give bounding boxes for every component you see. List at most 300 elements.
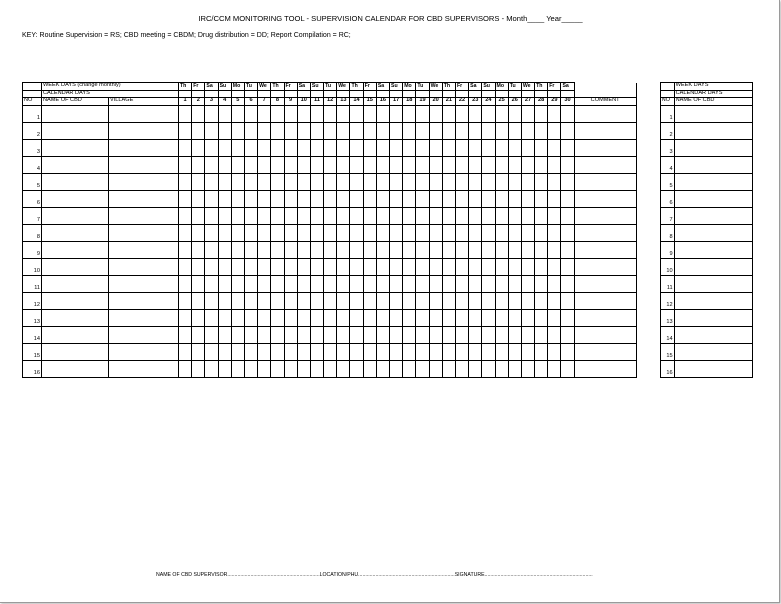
day-cell[interactable]	[258, 275, 271, 292]
day-cell[interactable]	[482, 224, 495, 241]
day-cell[interactable]	[442, 105, 455, 122]
day-cell[interactable]	[192, 275, 205, 292]
day-cell[interactable]	[442, 207, 455, 224]
day-cell[interactable]	[416, 139, 429, 156]
day-cell[interactable]	[482, 292, 495, 309]
day-cell[interactable]	[403, 292, 416, 309]
day-cell[interactable]	[535, 258, 548, 275]
day-cell[interactable]	[469, 224, 482, 241]
day-cell[interactable]	[403, 224, 416, 241]
day-cell[interactable]	[561, 258, 574, 275]
day-cell[interactable]	[535, 326, 548, 343]
day-cell[interactable]	[179, 292, 192, 309]
day-cell[interactable]	[231, 343, 244, 360]
name-of-cbd-cell[interactable]	[42, 190, 109, 207]
day-cell[interactable]	[482, 139, 495, 156]
day-cell[interactable]	[429, 139, 442, 156]
day-cell[interactable]	[442, 258, 455, 275]
day-cell[interactable]	[297, 326, 310, 343]
day-cell[interactable]	[231, 156, 244, 173]
day-cell[interactable]	[231, 258, 244, 275]
day-cell[interactable]	[429, 207, 442, 224]
day-cell[interactable]	[205, 224, 218, 241]
day-cell[interactable]	[535, 190, 548, 207]
day-cell[interactable]	[218, 258, 231, 275]
day-cell[interactable]	[442, 156, 455, 173]
day-cell[interactable]	[548, 360, 561, 377]
day-cell[interactable]	[469, 241, 482, 258]
name-of-cbd-cell[interactable]	[42, 292, 109, 309]
day-cell[interactable]	[442, 360, 455, 377]
day-cell[interactable]	[310, 173, 323, 190]
day-cell[interactable]	[258, 326, 271, 343]
day-cell[interactable]	[258, 156, 271, 173]
day-cell[interactable]	[363, 343, 376, 360]
right-name-of-cbd-cell[interactable]	[674, 241, 752, 258]
right-name-of-cbd-cell[interactable]	[674, 173, 752, 190]
day-cell[interactable]	[284, 122, 297, 139]
day-cell[interactable]	[521, 207, 534, 224]
day-cell[interactable]	[482, 122, 495, 139]
comment-cell[interactable]	[574, 343, 636, 360]
day-cell[interactable]	[390, 326, 403, 343]
day-cell[interactable]	[271, 292, 284, 309]
day-cell[interactable]	[521, 139, 534, 156]
comment-cell[interactable]	[574, 173, 636, 190]
day-cell[interactable]	[508, 173, 521, 190]
day-cell[interactable]	[376, 139, 389, 156]
day-cell[interactable]	[482, 207, 495, 224]
day-cell[interactable]	[297, 309, 310, 326]
day-cell[interactable]	[271, 224, 284, 241]
comment-cell[interactable]	[574, 275, 636, 292]
day-cell[interactable]	[469, 360, 482, 377]
day-cell[interactable]	[403, 156, 416, 173]
name-of-cbd-cell[interactable]	[42, 207, 109, 224]
day-cell[interactable]	[416, 207, 429, 224]
day-cell[interactable]	[350, 173, 363, 190]
day-cell[interactable]	[455, 173, 468, 190]
day-cell[interactable]	[192, 326, 205, 343]
day-cell[interactable]	[205, 309, 218, 326]
day-cell[interactable]	[521, 122, 534, 139]
day-cell[interactable]	[390, 275, 403, 292]
day-cell[interactable]	[218, 309, 231, 326]
day-cell[interactable]	[179, 156, 192, 173]
day-cell[interactable]	[495, 224, 508, 241]
day-cell[interactable]	[455, 309, 468, 326]
day-cell[interactable]	[455, 190, 468, 207]
day-cell[interactable]	[297, 190, 310, 207]
day-cell[interactable]	[337, 105, 350, 122]
day-cell[interactable]	[350, 122, 363, 139]
day-cell[interactable]	[297, 241, 310, 258]
day-cell[interactable]	[376, 105, 389, 122]
day-cell[interactable]	[521, 156, 534, 173]
village-cell[interactable]	[109, 275, 179, 292]
day-cell[interactable]	[469, 258, 482, 275]
right-name-of-cbd-cell[interactable]	[674, 122, 752, 139]
day-cell[interactable]	[390, 241, 403, 258]
day-cell[interactable]	[244, 207, 257, 224]
village-cell[interactable]	[109, 173, 179, 190]
day-cell[interactable]	[337, 156, 350, 173]
day-cell[interactable]	[218, 139, 231, 156]
day-cell[interactable]	[390, 139, 403, 156]
day-cell[interactable]	[442, 326, 455, 343]
day-cell[interactable]	[271, 241, 284, 258]
day-cell[interactable]	[376, 190, 389, 207]
day-cell[interactable]	[482, 326, 495, 343]
day-cell[interactable]	[231, 309, 244, 326]
day-cell[interactable]	[363, 139, 376, 156]
day-cell[interactable]	[521, 326, 534, 343]
day-cell[interactable]	[337, 258, 350, 275]
day-cell[interactable]	[284, 105, 297, 122]
day-cell[interactable]	[231, 360, 244, 377]
day-cell[interactable]	[284, 173, 297, 190]
day-cell[interactable]	[218, 122, 231, 139]
day-cell[interactable]	[231, 173, 244, 190]
name-of-cbd-cell[interactable]	[42, 122, 109, 139]
day-cell[interactable]	[495, 292, 508, 309]
day-cell[interactable]	[218, 190, 231, 207]
day-cell[interactable]	[205, 122, 218, 139]
day-cell[interactable]	[310, 156, 323, 173]
day-cell[interactable]	[535, 156, 548, 173]
day-cell[interactable]	[376, 224, 389, 241]
day-cell[interactable]	[508, 292, 521, 309]
day-cell[interactable]	[350, 326, 363, 343]
day-cell[interactable]	[258, 224, 271, 241]
day-cell[interactable]	[363, 275, 376, 292]
day-cell[interactable]	[403, 258, 416, 275]
day-cell[interactable]	[535, 207, 548, 224]
day-cell[interactable]	[324, 343, 337, 360]
day-cell[interactable]	[271, 326, 284, 343]
day-cell[interactable]	[205, 292, 218, 309]
day-cell[interactable]	[455, 139, 468, 156]
day-cell[interactable]	[258, 139, 271, 156]
day-cell[interactable]	[429, 258, 442, 275]
day-cell[interactable]	[469, 190, 482, 207]
day-cell[interactable]	[469, 309, 482, 326]
village-cell[interactable]	[109, 122, 179, 139]
comment-cell[interactable]	[574, 241, 636, 258]
day-cell[interactable]	[363, 190, 376, 207]
day-cell[interactable]	[390, 343, 403, 360]
day-cell[interactable]	[179, 139, 192, 156]
day-cell[interactable]	[284, 360, 297, 377]
day-cell[interactable]	[337, 275, 350, 292]
day-cell[interactable]	[403, 309, 416, 326]
day-cell[interactable]	[495, 360, 508, 377]
day-cell[interactable]	[284, 292, 297, 309]
day-cell[interactable]	[390, 156, 403, 173]
day-cell[interactable]	[218, 326, 231, 343]
day-cell[interactable]	[205, 207, 218, 224]
day-cell[interactable]	[271, 207, 284, 224]
name-of-cbd-cell[interactable]	[42, 275, 109, 292]
day-cell[interactable]	[376, 173, 389, 190]
day-cell[interactable]	[310, 258, 323, 275]
day-cell[interactable]	[258, 122, 271, 139]
day-cell[interactable]	[403, 122, 416, 139]
day-cell[interactable]	[244, 309, 257, 326]
day-cell[interactable]	[535, 105, 548, 122]
day-cell[interactable]	[495, 343, 508, 360]
day-cell[interactable]	[350, 360, 363, 377]
day-cell[interactable]	[363, 292, 376, 309]
day-cell[interactable]	[376, 258, 389, 275]
village-cell[interactable]	[109, 105, 179, 122]
village-cell[interactable]	[109, 190, 179, 207]
village-cell[interactable]	[109, 309, 179, 326]
comment-cell[interactable]	[574, 122, 636, 139]
day-cell[interactable]	[416, 173, 429, 190]
village-cell[interactable]	[109, 207, 179, 224]
day-cell[interactable]	[508, 190, 521, 207]
day-cell[interactable]	[218, 275, 231, 292]
day-cell[interactable]	[403, 360, 416, 377]
day-cell[interactable]	[350, 292, 363, 309]
day-cell[interactable]	[508, 241, 521, 258]
day-cell[interactable]	[244, 105, 257, 122]
day-cell[interactable]	[192, 360, 205, 377]
day-cell[interactable]	[205, 156, 218, 173]
day-cell[interactable]	[284, 190, 297, 207]
comment-cell[interactable]	[574, 207, 636, 224]
day-cell[interactable]	[429, 275, 442, 292]
day-cell[interactable]	[192, 241, 205, 258]
day-cell[interactable]	[192, 207, 205, 224]
day-cell[interactable]	[244, 122, 257, 139]
day-cell[interactable]	[535, 139, 548, 156]
day-cell[interactable]	[376, 309, 389, 326]
day-cell[interactable]	[350, 224, 363, 241]
day-cell[interactable]	[350, 207, 363, 224]
day-cell[interactable]	[508, 309, 521, 326]
day-cell[interactable]	[561, 173, 574, 190]
day-cell[interactable]	[455, 275, 468, 292]
day-cell[interactable]	[416, 156, 429, 173]
day-cell[interactable]	[561, 343, 574, 360]
day-cell[interactable]	[244, 241, 257, 258]
day-cell[interactable]	[231, 224, 244, 241]
day-cell[interactable]	[179, 326, 192, 343]
day-cell[interactable]	[521, 292, 534, 309]
day-cell[interactable]	[495, 156, 508, 173]
day-cell[interactable]	[403, 139, 416, 156]
day-cell[interactable]	[324, 156, 337, 173]
day-cell[interactable]	[429, 156, 442, 173]
day-cell[interactable]	[390, 190, 403, 207]
day-cell[interactable]	[337, 173, 350, 190]
right-name-of-cbd-cell[interactable]	[674, 292, 752, 309]
day-cell[interactable]	[548, 309, 561, 326]
day-cell[interactable]	[350, 190, 363, 207]
day-cell[interactable]	[376, 360, 389, 377]
village-cell[interactable]	[109, 241, 179, 258]
day-cell[interactable]	[284, 343, 297, 360]
day-cell[interactable]	[271, 190, 284, 207]
day-cell[interactable]	[521, 224, 534, 241]
day-cell[interactable]	[390, 105, 403, 122]
day-cell[interactable]	[324, 207, 337, 224]
comment-cell[interactable]	[574, 360, 636, 377]
day-cell[interactable]	[548, 190, 561, 207]
day-cell[interactable]	[376, 343, 389, 360]
day-cell[interactable]	[337, 360, 350, 377]
day-cell[interactable]	[416, 190, 429, 207]
day-cell[interactable]	[495, 309, 508, 326]
day-cell[interactable]	[442, 343, 455, 360]
right-name-of-cbd-cell[interactable]	[674, 105, 752, 122]
day-cell[interactable]	[482, 309, 495, 326]
right-name-of-cbd-cell[interactable]	[674, 258, 752, 275]
day-cell[interactable]	[469, 122, 482, 139]
day-cell[interactable]	[376, 275, 389, 292]
day-cell[interactable]	[403, 190, 416, 207]
day-cell[interactable]	[376, 156, 389, 173]
right-name-of-cbd-cell[interactable]	[674, 156, 752, 173]
day-cell[interactable]	[205, 190, 218, 207]
name-of-cbd-cell[interactable]	[42, 258, 109, 275]
day-cell[interactable]	[455, 224, 468, 241]
name-of-cbd-cell[interactable]	[42, 309, 109, 326]
day-cell[interactable]	[482, 241, 495, 258]
day-cell[interactable]	[337, 139, 350, 156]
day-cell[interactable]	[192, 122, 205, 139]
right-name-of-cbd-cell[interactable]	[674, 139, 752, 156]
day-cell[interactable]	[376, 207, 389, 224]
day-cell[interactable]	[416, 343, 429, 360]
day-cell[interactable]	[324, 309, 337, 326]
day-cell[interactable]	[363, 105, 376, 122]
day-cell[interactable]	[337, 207, 350, 224]
day-cell[interactable]	[324, 190, 337, 207]
day-cell[interactable]	[442, 275, 455, 292]
day-cell[interactable]	[205, 258, 218, 275]
day-cell[interactable]	[192, 292, 205, 309]
day-cell[interactable]	[508, 156, 521, 173]
day-cell[interactable]	[231, 326, 244, 343]
day-cell[interactable]	[218, 105, 231, 122]
day-cell[interactable]	[192, 139, 205, 156]
day-cell[interactable]	[455, 360, 468, 377]
day-cell[interactable]	[442, 190, 455, 207]
day-cell[interactable]	[390, 207, 403, 224]
name-of-cbd-cell[interactable]	[42, 156, 109, 173]
day-cell[interactable]	[231, 190, 244, 207]
day-cell[interactable]	[508, 360, 521, 377]
day-cell[interactable]	[548, 207, 561, 224]
day-cell[interactable]	[429, 343, 442, 360]
day-cell[interactable]	[548, 258, 561, 275]
day-cell[interactable]	[244, 343, 257, 360]
comment-cell[interactable]	[574, 190, 636, 207]
day-cell[interactable]	[429, 309, 442, 326]
day-cell[interactable]	[561, 224, 574, 241]
day-cell[interactable]	[324, 258, 337, 275]
day-cell[interactable]	[363, 309, 376, 326]
day-cell[interactable]	[495, 105, 508, 122]
right-name-of-cbd-cell[interactable]	[674, 326, 752, 343]
day-cell[interactable]	[482, 258, 495, 275]
day-cell[interactable]	[271, 360, 284, 377]
village-cell[interactable]	[109, 343, 179, 360]
name-of-cbd-cell[interactable]	[42, 139, 109, 156]
day-cell[interactable]	[179, 258, 192, 275]
comment-cell[interactable]	[574, 156, 636, 173]
day-cell[interactable]	[337, 224, 350, 241]
day-cell[interactable]	[258, 173, 271, 190]
village-cell[interactable]	[109, 292, 179, 309]
day-cell[interactable]	[231, 122, 244, 139]
day-cell[interactable]	[508, 326, 521, 343]
day-cell[interactable]	[535, 292, 548, 309]
day-cell[interactable]	[403, 241, 416, 258]
day-cell[interactable]	[455, 258, 468, 275]
day-cell[interactable]	[179, 343, 192, 360]
day-cell[interactable]	[548, 122, 561, 139]
day-cell[interactable]	[535, 343, 548, 360]
day-cell[interactable]	[508, 275, 521, 292]
day-cell[interactable]	[205, 343, 218, 360]
day-cell[interactable]	[310, 360, 323, 377]
day-cell[interactable]	[231, 105, 244, 122]
day-cell[interactable]	[521, 190, 534, 207]
day-cell[interactable]	[192, 156, 205, 173]
day-cell[interactable]	[376, 241, 389, 258]
day-cell[interactable]	[495, 258, 508, 275]
village-cell[interactable]	[109, 258, 179, 275]
day-cell[interactable]	[205, 173, 218, 190]
day-cell[interactable]	[416, 309, 429, 326]
day-cell[interactable]	[284, 241, 297, 258]
day-cell[interactable]	[429, 190, 442, 207]
day-cell[interactable]	[297, 173, 310, 190]
day-cell[interactable]	[231, 207, 244, 224]
day-cell[interactable]	[548, 275, 561, 292]
comment-cell[interactable]	[574, 139, 636, 156]
name-of-cbd-cell[interactable]	[42, 224, 109, 241]
day-cell[interactable]	[350, 258, 363, 275]
day-cell[interactable]	[363, 207, 376, 224]
day-cell[interactable]	[231, 241, 244, 258]
day-cell[interactable]	[390, 292, 403, 309]
right-name-of-cbd-cell[interactable]	[674, 224, 752, 241]
day-cell[interactable]	[244, 292, 257, 309]
day-cell[interactable]	[535, 241, 548, 258]
day-cell[interactable]	[442, 309, 455, 326]
day-cell[interactable]	[561, 105, 574, 122]
day-cell[interactable]	[416, 275, 429, 292]
day-cell[interactable]	[310, 139, 323, 156]
comment-cell[interactable]	[574, 292, 636, 309]
day-cell[interactable]	[324, 122, 337, 139]
day-cell[interactable]	[218, 173, 231, 190]
day-cell[interactable]	[179, 207, 192, 224]
right-name-of-cbd-cell[interactable]	[674, 190, 752, 207]
day-cell[interactable]	[337, 343, 350, 360]
day-cell[interactable]	[337, 241, 350, 258]
day-cell[interactable]	[192, 309, 205, 326]
day-cell[interactable]	[284, 258, 297, 275]
day-cell[interactable]	[337, 326, 350, 343]
day-cell[interactable]	[258, 292, 271, 309]
day-cell[interactable]	[297, 139, 310, 156]
